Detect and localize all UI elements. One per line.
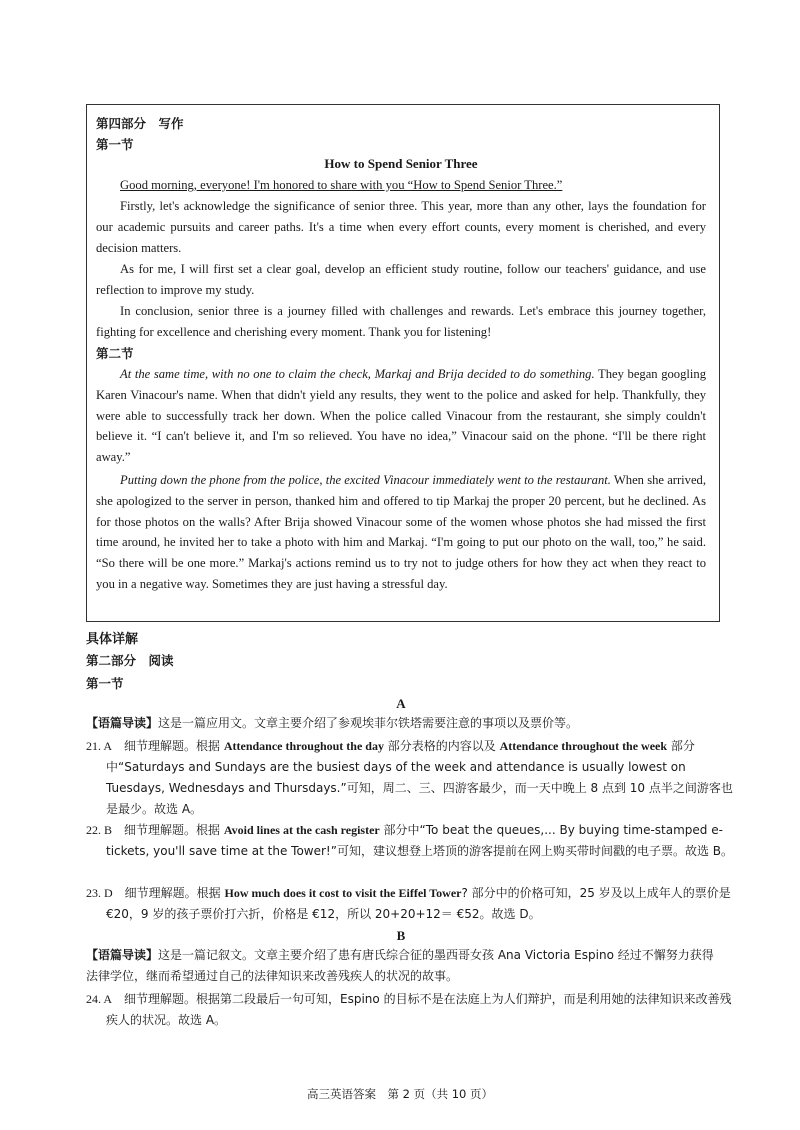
- question-23: [86, 883, 736, 925]
- q23-pre: 细节理解题。根据: [112, 886, 225, 900]
- guide-b-text: 这是一篇记叙文。文章主要介绍了患有唐氏综合征的墨西哥女孩 Ana Victoria Espino 经过不懈努力获得法律学位，继而希望通过自己的法律知识来改善残疾人的状况的故事。: [86, 948, 714, 983]
- question-22: [86, 820, 736, 862]
- q22-pre: 细节理解题。根据: [112, 823, 224, 837]
- part4-heading: 第四部分 写作: [96, 116, 184, 131]
- p4-text: They began googling Karen Vinacour's name. When that didn't yield any results, they went to the police and asked for help. Thankfully, they were able to successfully track her down. When the police called Vinacour from the restaurant, she simply couldn't believe it. “I can't believe it, and I'm so relieved. You have no idea,” Vinacour said on the phone. “I'll be there right away.”: [96, 367, 706, 465]
- passage-b-guide: [86, 945, 716, 987]
- q21-mid-1: 部分表格的内容以及: [383, 739, 500, 753]
- essay-paragraph-1: Firstly, let's acknowledge the significance of senior three. This year, more than any other, lays the foundation for our academic pursuits and career paths. It's a time when every effort counts, every moment is cherished, and every decision matters.: [96, 199, 706, 255]
- details-section1: 第一节: [86, 676, 124, 691]
- p4-italic: At the same time, with no one to claim the check, Markaj and Brija decided to do something.: [120, 367, 595, 381]
- q23-rest: ? 部分中的价格可知，25 岁及以上成年人的票价是 €20，9 岁的孩子票价打六折，价格是 €12，所以 20+20+12＝ €52。故选 D。: [106, 886, 731, 921]
- passage-a-guide: [86, 713, 716, 734]
- q23-bold-1: How much does it cost to visit the Eiffel Tower: [224, 886, 462, 900]
- greeting-text: Good morning, everyone! I'm honored to share with you “How to Spend Senior Three.”: [120, 178, 563, 192]
- passage-a-label: A: [396, 696, 406, 711]
- q24-rest: 细节理解题。根据第二段最后一句可知，Espino 的目标不是在法庭上为人们辩护，而是利用她的法律知识来改善残疾人的状况。故选 A。: [106, 992, 732, 1027]
- q24-number: 24. A: [86, 992, 113, 1006]
- q23-number: 23. D: [86, 886, 113, 900]
- guide-tag-a: 【语篇导读】: [86, 716, 159, 730]
- essay-title: How to Spend Senior Three: [324, 156, 478, 171]
- q22-number: 22. B: [86, 823, 113, 837]
- q21-number: 21. A: [86, 739, 113, 753]
- q22-rest: 部分中“To beat the queues,... By buying time-stamped e-tickets, you'll save time at the Tower!”可知，建议想登上塔顶的游客提前在网上购买带时间戳的电子票。故选 B。: [106, 823, 734, 858]
- continuation-paragraph-1: [96, 364, 706, 468]
- part4-section2: 第二节: [96, 346, 134, 361]
- q22-bold-1: Avoid lines at the cash register: [223, 823, 380, 837]
- guide-tag-b: 【语篇导读】: [86, 948, 159, 962]
- passage-b-label: B: [396, 928, 406, 943]
- details-part2: 第二部分 阅读: [86, 653, 174, 668]
- p5-italic: Putting down the phone from the police, the excited Vinacour immediately went to the restaurant.: [120, 473, 611, 487]
- question-24: [86, 989, 736, 1031]
- essay-paragraph-2: As for me, I will first set a clear goal, develop an efficient study routine, follow our teachers' guidance, and use reflection to improve my study.: [96, 262, 706, 297]
- part4-section1: 第一节: [96, 137, 134, 152]
- details-heading: 具体详解: [86, 632, 139, 647]
- q21-bold-1: Attendance throughout the day: [223, 739, 384, 753]
- q21-bold-2: Attendance throughout the week: [499, 739, 668, 753]
- q21-rest: 部分中“Saturdays and Sundays are the busiest days of the week and attendance is usually lowest on Tuesdays, Wednesdays and Thursdays.”可知，周二、三、四游客最少，而一天中晚上 8 点到 10 点半之间游客也是最少。故选 A。: [106, 739, 733, 816]
- continuation-paragraph-2: [96, 470, 706, 595]
- essay-greeting: [96, 175, 706, 196]
- q21-pre: 细节理解题。根据: [112, 739, 224, 753]
- page-footer: 高三英语答案 第 2 页（共 10 页）: [306, 1087, 494, 1101]
- guide-a-text: 这是一篇应用文。文章主要介绍了参观埃菲尔铁塔需要注意的事项以及票价等。: [158, 716, 579, 730]
- p5-text: When she arrived, she apologized to the server in person, thanked him and offered to tip Markaj the proper 20 percent, but he declined. As for those photos on the walls? After Brija showed Vinacour some of the women whose photos she had missed the first time around, he invited her to take a photo with him and Markaj. “I'm going to put our photo on the wall, too,” he said. “So there will be one more.” Markaj's actions remind us to try not to judge others for how they act when they react to you in a negative way. Sometimes they are just having a stressful day.: [96, 473, 707, 591]
- question-21: [86, 736, 736, 820]
- essay-paragraph-3: In conclusion, senior three is a journey filled with challenges and rewards. Let's embrace this journey together, fighting for excellence and cherishing every moment. Thank you for listening!: [96, 304, 706, 339]
